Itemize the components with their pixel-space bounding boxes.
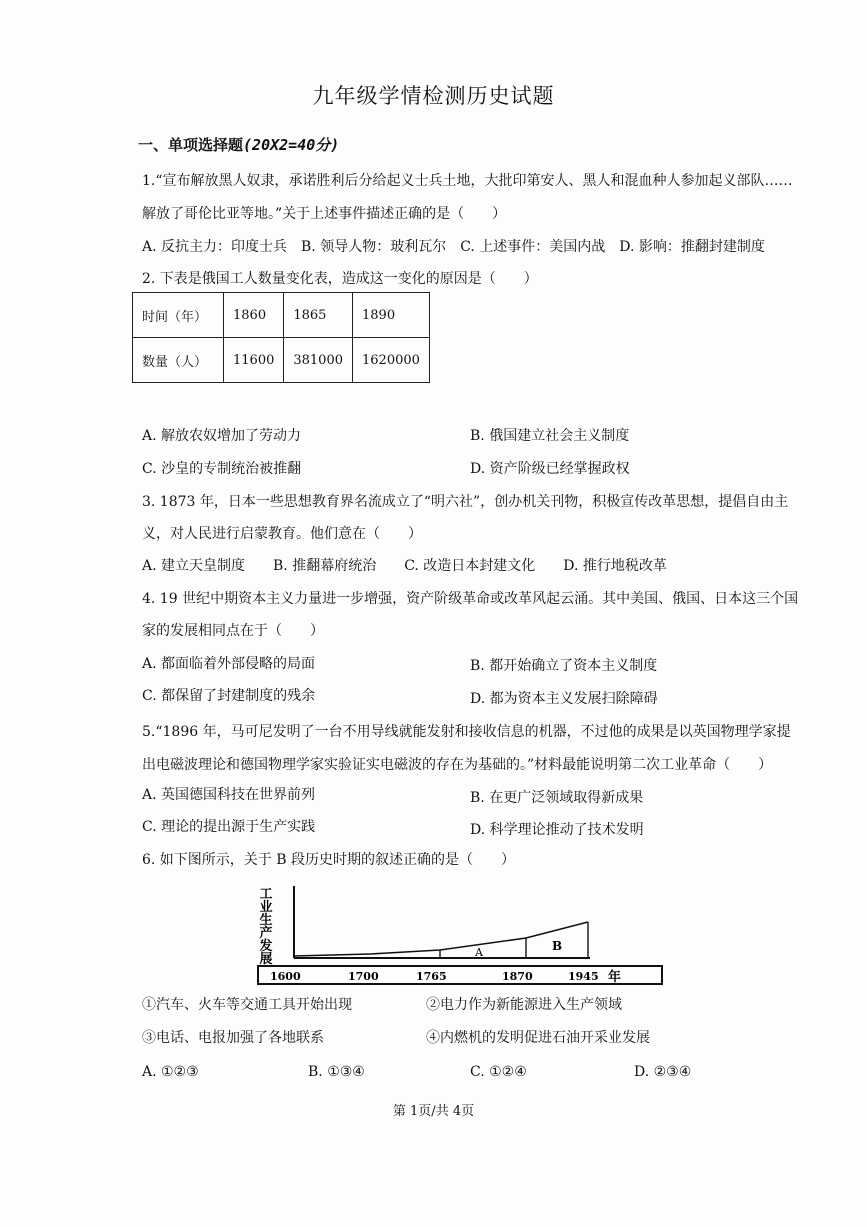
- q6-statement-4: ④内燃机的发明促进石油开采业发展: [426, 1030, 650, 1046]
- timeline-bar: [258, 966, 662, 984]
- q4-option-d: D. 都为资本主义发展扫除障碍: [470, 691, 658, 707]
- figure-ylabel-char: 展: [259, 952, 273, 967]
- q2-option-b: B. 俄国建立社会主义制度: [470, 428, 630, 444]
- q4-option-a: A. 都面临着外部侵略的局面: [142, 656, 316, 672]
- q6-option-a: A. ①②③: [142, 1064, 199, 1080]
- q1-stem-line1: 1.“宣布解放黑人奴隶，承诺胜利后分给起义士兵土地，大批印第安人、黑人和混血种人参加起义部队……: [142, 173, 793, 189]
- q5-stem-line2: 出电磁波理论和德国物理学家实验证实电磁波的存在为基础的。”材料最能说明第二次工业革命（ ）: [142, 757, 773, 773]
- table-row: [133, 338, 430, 383]
- q6-option-d: D. ②③④: [634, 1064, 692, 1080]
- tick-label: 1765: [416, 970, 447, 983]
- q6-stem: 6. 如下图所示，关于 B 段历史时期的叙述正确的是（ ）: [142, 852, 515, 868]
- section-title: 一、单项选择题: [138, 136, 244, 154]
- segment-a-label: A: [475, 946, 483, 959]
- q4-option-c: C. 都保留了封建制度的残余: [142, 688, 316, 704]
- page-footer: 第 1页/共 4页: [392, 1104, 475, 1119]
- table-cell: 1890: [353, 293, 430, 338]
- q2-option-d: D. 资产阶级已经掌握政权: [470, 461, 630, 477]
- timeline-ticks: [270, 969, 621, 985]
- q5-option-b: B. 在更广泛领域取得新成果: [470, 790, 644, 806]
- figure-ylabel-char: 业: [259, 900, 273, 915]
- table-cell: 数量（人）: [133, 338, 224, 383]
- figure-ylabel-char: 工: [259, 887, 273, 902]
- table-row: [133, 293, 430, 338]
- q3-stem-line1: 3. 1873 年，日本一些思想教育界名流成立了“明六社”，创办机关刊物，积极宣传改革思想，提倡自由主: [142, 494, 789, 510]
- table-cell: 381000: [284, 338, 353, 383]
- q5-stem-line1: 5.“1896 年，马可尼发明了一台不用导线就能发射和接收信息的机器，不过他的成果是以英国物理学家提: [142, 724, 791, 740]
- q2-option-c: C. 沙皇的专制统治被推翻: [142, 461, 302, 477]
- tick-label: 1700: [348, 970, 379, 983]
- q5-option-a: A. 英国德国科技在世界前列: [142, 787, 316, 803]
- table-cell: 1865: [284, 293, 353, 338]
- q6-industrial-growth-figure: [250, 878, 670, 990]
- table-cell: 1860: [224, 293, 284, 338]
- tick-label: 1870: [502, 970, 533, 983]
- q6-statement-1: ①汽车、火车等交通工具开始出现: [142, 997, 352, 1013]
- q4-stem-line2: 家的发展相同点在于（ ）: [142, 623, 324, 639]
- q6-option-b: B. ①③④: [308, 1064, 365, 1080]
- figure-growth-curve: [294, 922, 588, 956]
- q4-option-b: B. 都开始确立了资本主义制度: [470, 658, 658, 674]
- table-cell: 11600: [224, 338, 284, 383]
- table-cell: 1620000: [353, 338, 430, 383]
- segment-b-label: B: [552, 939, 563, 953]
- handwritten-score-note: (20X2=40分): [243, 136, 340, 154]
- figure-ylabel-char: 生: [259, 913, 273, 928]
- q6-statement-3: ③电话、电报加强了各地联系: [142, 1030, 324, 1046]
- figure-ylabel-char: 产: [259, 926, 273, 941]
- q3-stem-line2: 义，对人民进行启蒙教育。他们意在（ ）: [142, 526, 422, 542]
- q2-stem: 2. 下表是俄国工人数量变化表，造成这一变化的原因是（ ）: [142, 271, 538, 287]
- q6-option-c: C. ①②④: [470, 1064, 527, 1080]
- q1-options: A. 反抗主力：印度士兵 B. 领导人物：玻利瓦尔 C. 上述事件：美国内战 D. 影响：推翻封建制度: [142, 239, 765, 255]
- exam-title: 九年级学情检测历史试题: [312, 84, 555, 108]
- section-heading: [138, 136, 339, 154]
- tick-label: 1945: [568, 970, 599, 983]
- q5-option-c: C. 理论的提出源于生产实践: [142, 819, 316, 835]
- tick-label: 年: [608, 970, 622, 985]
- q6-statement-2: ②电力作为新能源进入生产领域: [426, 997, 622, 1013]
- q3-options: A. 建立天皇制度 B. 推翻幕府统治 C. 改造日本封建文化 D. 推行地税改革: [142, 558, 667, 574]
- q5-option-d: D. 科学理论推动了技术发明: [470, 822, 644, 838]
- q4-stem-line1: 4. 19 世纪中期资本主义力量进一步增强，资产阶级革命或改革风起云涌。其中美国、俄国、日本这三个国: [142, 591, 799, 607]
- tick-label: 1600: [270, 970, 301, 983]
- figure-ylabel-char: 发: [259, 939, 273, 954]
- table-cell: 时间（年）: [133, 293, 224, 338]
- q2-option-a: A. 解放农奴增加了劳动力: [142, 428, 302, 444]
- q1-stem-line2: 解放了哥伦比亚等地。”关于上述事件描述正确的是（ ）: [142, 206, 507, 222]
- q2-data-table: [132, 292, 430, 383]
